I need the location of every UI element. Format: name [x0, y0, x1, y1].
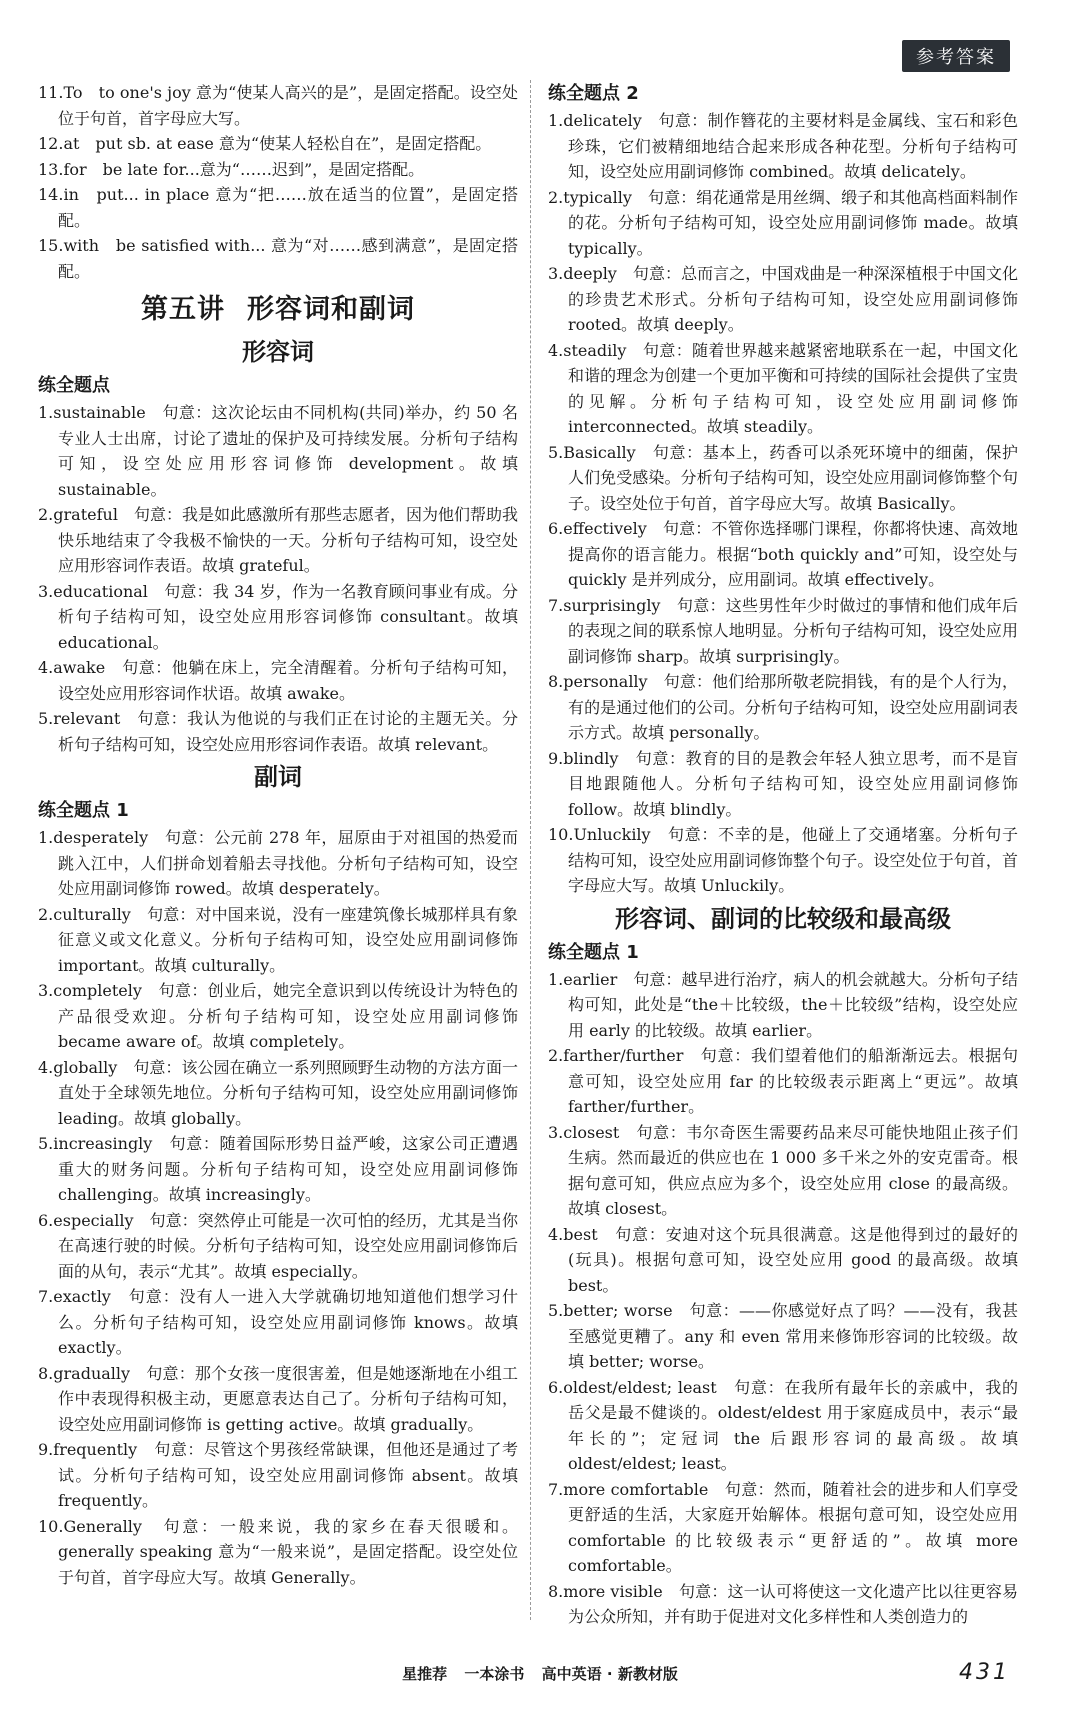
answer-item: 10.Unluckily 句意：不幸的是，他碰上了交通堵塞。分析句子结构可知，设空处应用副词修饰整个句子。设空处位于句首，首字母应大写。故填 Unluckily。	[548, 825, 1018, 895]
answer-item: 6.effectively 句意：不管你选择哪门课程，你都将快速、高效地提高你的语言能力。根据“both quickly and”可知，设空处与 quickly 是并列成分，应用副词。故填 effectively。	[548, 519, 1018, 589]
lesson-topic: 形容词和副词	[247, 294, 415, 325]
practice-heading: 练全题点	[38, 375, 110, 396]
answer-item: 2.culturally 句意：对中国来说，没有一座建筑像长城那样具有象征意义或文化意义。分析句子结构可知，设空处应用副词修饰 important。故填 culturally。	[38, 904, 518, 975]
lesson-title	[38, 288, 518, 332]
answer-item: 14.in put... in place 意为“把……放在适当的位置”，是固定搭配。	[38, 185, 518, 230]
answer-item: 8.gradually 句意：那个女孩一度很害羞，但是她逐渐地在小组工作中表现得积极主动，更愿意表达自己了。分析句子结构可知，设空处应用副词修饰 is getting active。故填 gradually。	[38, 1363, 518, 1434]
footer-subject: 高中英语 · 新教材版	[541, 1665, 678, 1683]
section-heading-adverbs: 副词	[254, 763, 302, 791]
answer-item: 3.completely 句意：创业后，她完全意识到以传统设计为特色的产品很受欢迎。分析句子结构可知，设空处应用副词修饰 became aware of。故填 completely。	[38, 981, 518, 1051]
right-column	[548, 80, 1018, 1630]
answer-item: 10.Generally 句意：一般来说，我的家乡在春天很暖和。generally speaking 意为“一般来说”，是固定搭配。设空处位于句首，首字母应大写。故填 Generally。	[38, 1516, 518, 1587]
page-footer	[0, 1663, 1080, 1684]
answer-item: 4.best 句意：安迪对这个玩具很满意。这是他得到过的最好的(玩具)。根据句意可知，设空处应用 good 的最高级。故填 best。	[548, 1224, 1018, 1295]
answer-item: 7.more comfortable 句意：然而，随着社会的进步和人们享受更舒适的生活，大家庭开始解体。根据句意可知，设空处应用 comfortable 的比较级表示“更舒适的”。故填 more comfortable。	[548, 1479, 1018, 1575]
left-column	[38, 80, 518, 1590]
answer-item: 6.oldest/eldest; least 句意：在我所有最年长的亲戚中，我的岳父是最不健谈的。oldest/eldest 用于家庭成员中，表示“最年长的”；定冠词 the 后跟形容词的最高级。故填 oldest/eldest; least。	[548, 1377, 1018, 1473]
answer-item: 3.closest 句意：韦尔奇医生需要药品来尽可能快地阻止孩子们生病。然而最近的供应也在 1 000 多千米之外的安克雷奇。根据句意可知，供应点应为多个，设空处应用 close 的最高级。故填 closest。	[548, 1122, 1018, 1218]
answer-item: 1.desperately 句意：公元前 278 年，屈原由于对祖国的热爱而跳入江中，人们拼命划着船去寻找他。分析句子结构可知，设空处应用副词修饰 rowed。故填 desperately。	[38, 828, 518, 898]
answer-item: 5.better; worse 句意：——你感觉好点了吗？——没有，我甚至感觉更糟了。any 和 even 常用来修饰形容词的比较级。故填 better; worse。	[548, 1301, 1018, 1371]
answer-item: 12.at put sb. at ease 意为“使某人轻松自在”，是固定搭配。	[38, 134, 492, 153]
answer-item: 5.Basically 句意：基本上，药香可以杀死环境中的细菌，保护人们免受感染。分析句子结构可知，设空处应用副词修饰整个句子。设空处位于句首，首字母应大写。故填 Basically。	[548, 442, 1018, 513]
answer-item: 1.earlier 句意：越早进行治疗，病人的机会就越大。分析句子结构可知，此处是“the＋比较级，the＋比较级”结构，设空处应用 early 的比较级。故填 earlier。	[548, 969, 1018, 1040]
answer-item: 5.increasingly 句意：随着国际形势日益严峻，这家公司正遭遇重大的财务问题。分析句子结构可知，设空处应用副词修饰 challenging。故填 increasingly。	[38, 1134, 518, 1204]
answer-item: 7.surprisingly 句意：这些男性年少时做过的事情和他们成年后的表现之间的联系惊人地明显。分析句子结构可知，设空处应用副词修饰 sharp。故填 surprisingly。	[548, 595, 1018, 666]
answer-item: 1.sustainable 句意：这次论坛由不同机构(共同)举办，约 50 名专业人士出席，讨论了遗址的保护及可持续发展。分析句子结构可知，设空处应用形容词修饰 development。故填 sustainable。	[38, 403, 518, 499]
answer-item: 3.educational 句意：我 34 岁，作为一名教育顾问事业有成。分析句子结构可知，设空处应用形容词修饰 consultant。故填 educational。	[38, 581, 518, 652]
section-heading-adjectives: 形容词	[242, 338, 314, 366]
answer-item: 3.deeply 句意：总而言之，中国戏曲是一种深深植根于中国文化的珍贵艺术形式。分析句子结构可知，设空处应用副词修饰 rooted。故填 deeply。	[548, 264, 1018, 334]
answer-item: 4.globally 句意：该公园在确立一系列照顾野生动物的方法方面一直处于全球领先地位。分析句子结构可知，设空处应用副词修饰 leading。故填 globally。	[38, 1057, 518, 1128]
answer-key-badge: 参考答案	[902, 40, 1010, 72]
footer-brand: 星推荐	[402, 1665, 448, 1683]
answer-item: 15.with be satisfied with... 意为“对……感到满意”，是固定搭配。	[38, 236, 518, 281]
answer-item: 2.grateful 句意：我是如此感激所有那些志愿者，因为他们帮助我快乐地结束了令我极不愉快的一天。分析句子结构可知，设空处应用形容词作表语。故填 grateful。	[38, 505, 518, 575]
practice-heading: 练全题点 1	[38, 800, 129, 821]
answer-item: 6.especially 句意：突然停止可能是一次可怕的经历，尤其是当你在高速行驶的时候。分析句子结构可知，设空处应用副词修饰后面的从句，表示“尤其”。故填 especially。	[38, 1210, 518, 1281]
answer-item: 9.blindly 句意：教育的目的是教会年轻人独立思考，而不是盲目地跟随他人。分析句子结构可知，设空处应用副词修饰 follow。故填 blindly。	[548, 748, 1018, 819]
lesson-number: 第五讲	[141, 294, 225, 325]
answer-item: 8.personally 句意：他们给那所敬老院捐钱，有的是个人行为，有的是通过他们的公司。分析句子结构可知，设空处应用副词表示方式。故填 personally。	[548, 672, 1018, 742]
footer-book: 一本涂书	[464, 1665, 525, 1683]
column-divider	[530, 80, 531, 1620]
section-heading-comparatives: 形容词、副词的比较级和最高级	[615, 904, 951, 933]
answer-item: 2.farther/further 句意：我们望着他们的船渐渐远去。根据句意可知，设空处应用 far 的比较级表示距离上“更远”。故填 farther/further。	[548, 1046, 1018, 1116]
practice-heading: 练全题点 2	[548, 83, 639, 104]
answer-item: 4.steadily 句意：随着世界越来越紧密地联系在一起，中国文化和谐的理念为创建一个更加平衡和可持续的国际社会提供了宝贵的见解。分析句子结构可知，设空处应用副词修饰 interconnected。故填 steadily。	[548, 340, 1018, 436]
answer-item: 5.relevant 句意：我认为他说的与我们正在讨论的主题无关。分析句子结构可知，设空处应用形容词作表语。故填 relevant。	[38, 709, 518, 754]
answer-item: 9.frequently 句意：尽管这个男孩经常缺课，但他还是通过了考试。分析句子结构可知，设空处应用副词修饰 absent。故填 frequently。	[38, 1440, 518, 1510]
answer-item: 1.delicately 句意：制作簪花的主要材料是金属线、宝石和彩色珍珠，它们被精细地结合起来形成各种花型。分析句子结构可知，设空处应用副词修饰 combined。故填 delicately。	[548, 111, 1018, 181]
practice-heading: 练全题点 1	[548, 941, 639, 963]
answer-item: 8.more visible 句意：这一认可将使这一文化遗产比以往更容易为公众所知，并有助于促进对文化多样性和人类创造力的	[548, 1581, 1018, 1626]
answer-item: 4.awake 句意：他躺在床上，完全清醒着。分析句子结构可知，设空处应用形容词作状语。故填 awake。	[38, 658, 518, 703]
page-number: 431	[959, 1660, 1010, 1685]
answer-item: 7.exactly 句意：没有人一进入大学就确切地知道他们想学习什么。分析句子结构可知，设空处应用副词修饰 knows。故填 exactly。	[38, 1287, 518, 1357]
answer-item: 11.To to one's joy 意为“使某人高兴的是”，是固定搭配。设空处位于句首，首字母应大写。	[38, 83, 518, 128]
answer-item: 13.for be late for...意为“……迟到”，是固定搭配。	[38, 159, 425, 179]
answer-item: 2.typically 句意：绢花通常是用丝绸、缎子和其他高档面料制作的花。分析句子结构可知，设空处应用副词修饰 made。故填 typically。	[548, 187, 1018, 258]
